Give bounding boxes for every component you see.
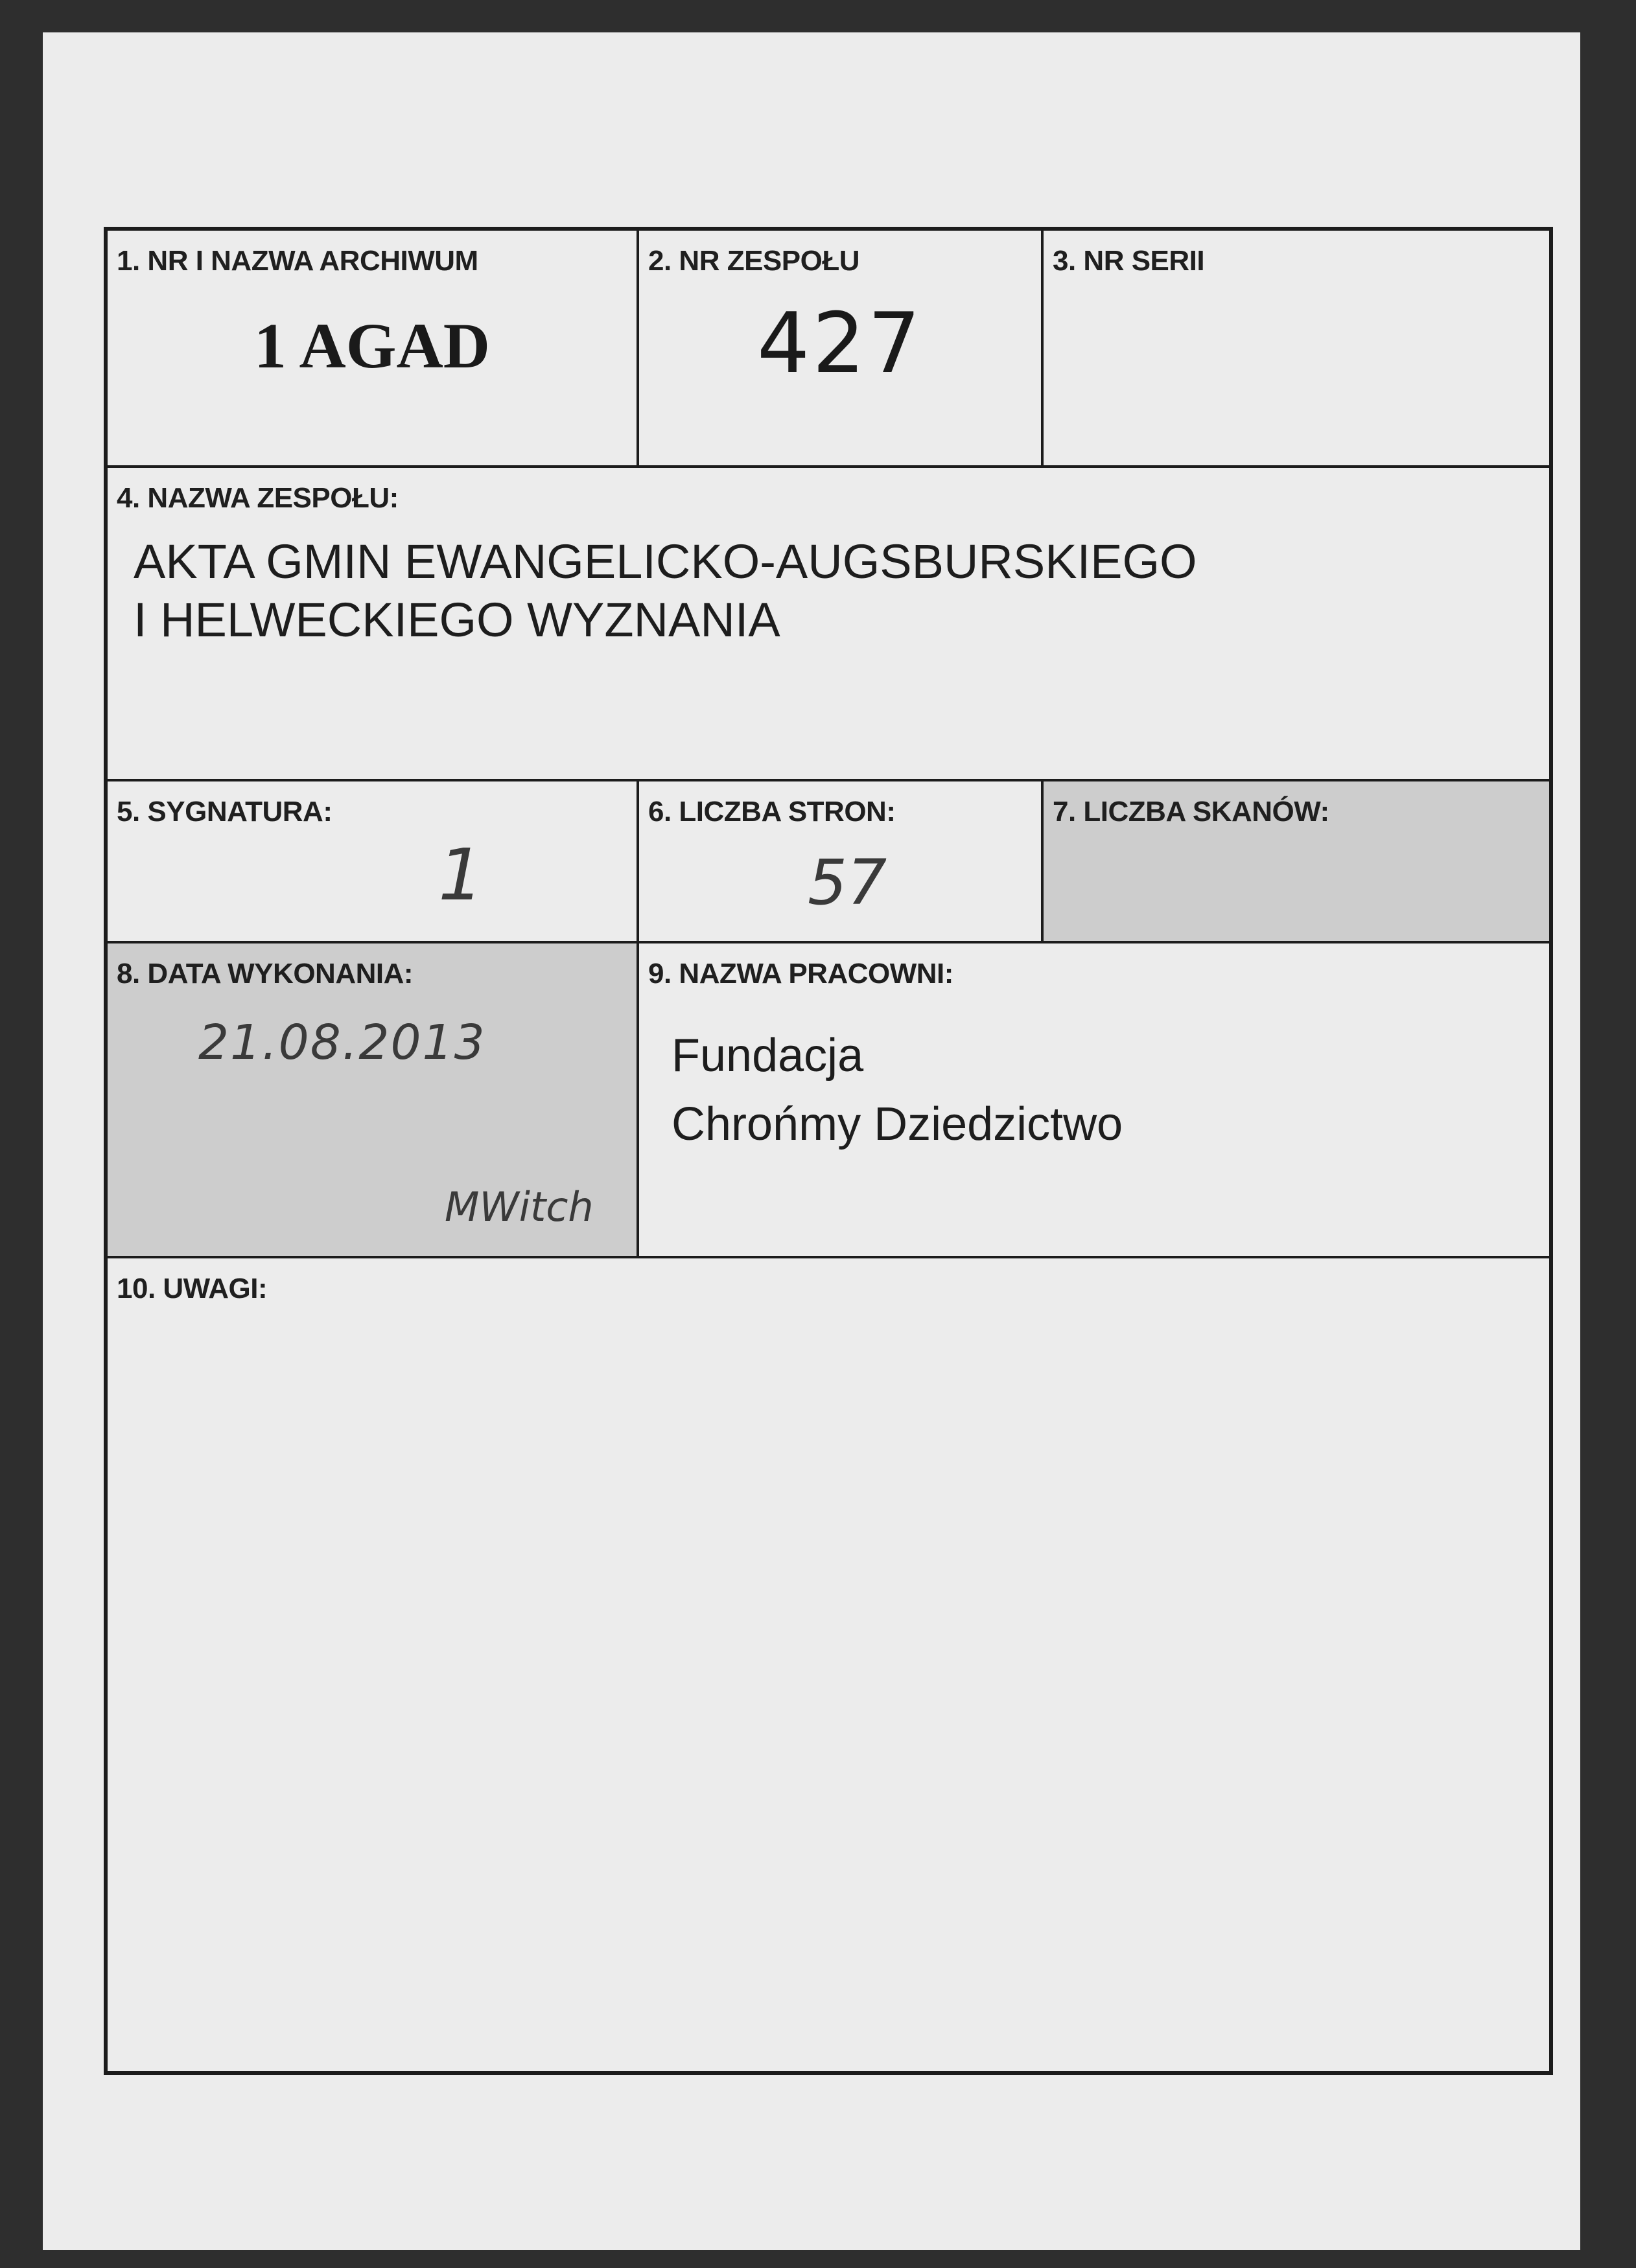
fonds-name-line-2: I HELWECKIEGO WYZNANIA bbox=[134, 593, 780, 647]
series-number-cell bbox=[1044, 231, 1549, 468]
workshop-line-1: Fundacja bbox=[672, 1030, 864, 1082]
fonds-name-label: 4. NAZWA ZESPOŁU: bbox=[117, 482, 399, 514]
page-count-label: 6. LICZBA STRON: bbox=[648, 796, 896, 827]
fonds-name-value bbox=[134, 533, 1197, 649]
page-count-cell bbox=[639, 781, 1044, 943]
page-count-value: 57 bbox=[808, 846, 887, 919]
archive-value: 1 AGAD bbox=[254, 310, 490, 382]
fonds-number-label: 2. NR ZESPOŁU bbox=[648, 245, 859, 277]
archive-form bbox=[104, 227, 1553, 2075]
signature-cell bbox=[108, 781, 639, 943]
archive-label: 1. NR I NAZWA ARCHIWUM bbox=[117, 245, 478, 277]
fonds-number-value: 427 bbox=[756, 295, 924, 392]
date-value: 21.08.2013 bbox=[198, 1015, 486, 1070]
fonds-name-cell bbox=[108, 468, 1549, 781]
signature-value: 1 bbox=[438, 833, 484, 916]
fonds-number-cell bbox=[639, 231, 1044, 468]
workshop-line-2: Chrońmy Dziedzictwo bbox=[672, 1098, 1123, 1150]
date-label: 8. DATA WYKONANIA: bbox=[117, 958, 414, 989]
workshop-label: 9. NAZWA PRACOWNI: bbox=[648, 958, 953, 989]
fonds-name-line-1: AKTA GMIN EWANGELICKO-AUGSBURSKIEGO bbox=[134, 535, 1197, 588]
series-number-label: 3. NR SERII bbox=[1053, 245, 1205, 277]
scan-count-label: 7. LICZBA SKANÓW: bbox=[1053, 796, 1329, 827]
remarks-label: 10. UWAGI: bbox=[117, 1273, 268, 1304]
paper-sheet bbox=[43, 32, 1580, 2250]
workshop-cell bbox=[639, 943, 1549, 1258]
date-cell bbox=[108, 943, 639, 1258]
scan-count-cell bbox=[1044, 781, 1549, 943]
signature-label: 5. SYGNATURA: bbox=[117, 796, 333, 827]
archive-cell bbox=[108, 231, 639, 468]
signer-signature: MWitch bbox=[445, 1183, 594, 1231]
remarks-cell bbox=[108, 1258, 1549, 2071]
workshop-value bbox=[672, 1021, 1123, 1159]
